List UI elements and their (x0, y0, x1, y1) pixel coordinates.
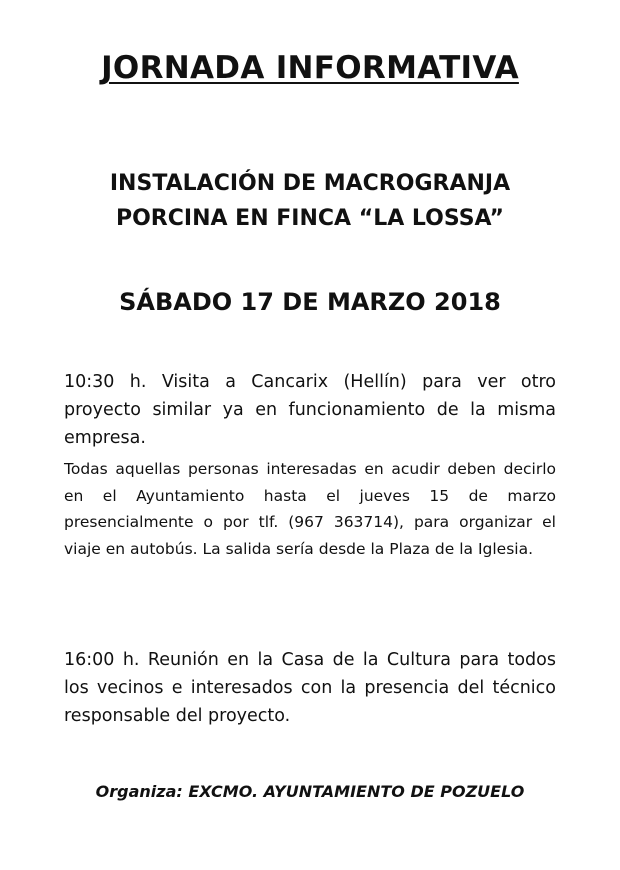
document-title: JORNADA INFORMATIVA (101, 50, 519, 86)
organizer-footer: Organiza: EXCMO. AYUNTAMIENTO DE POZUELO (95, 782, 525, 801)
subtitle-line-2: PORCINA EN FINCA “LA LOSSA” (115, 206, 505, 231)
subtitle-line-1: INSTALACIÓN DE MACROGRANJA (109, 171, 511, 196)
event-date: SÁBADO 17 DE MARZO 2018 (119, 288, 501, 316)
afternoon-meeting-paragraph: 16:00 h. Reunión en la Casa de la Cultura para todos los vecinos e interesados con la presencia del técnico responsable del proyecto. (64, 650, 556, 726)
registration-paragraph: Todas aquellas personas interesadas en acudir deben decirlo en el Ayuntamiento hasta el jueves 15 de marzo presencialmente o por tlf. (967 363714), para organizar el viaje en autobús. La salida sería desde la Plaza de la Iglesia. (64, 460, 556, 558)
document-subtitle (40, 166, 580, 236)
morning-visit-paragraph: 10:30 h. Visita a Cancarix (Hellín) para ver otro proyecto similar ya en funcionamiento de la misma empresa. (64, 372, 556, 448)
